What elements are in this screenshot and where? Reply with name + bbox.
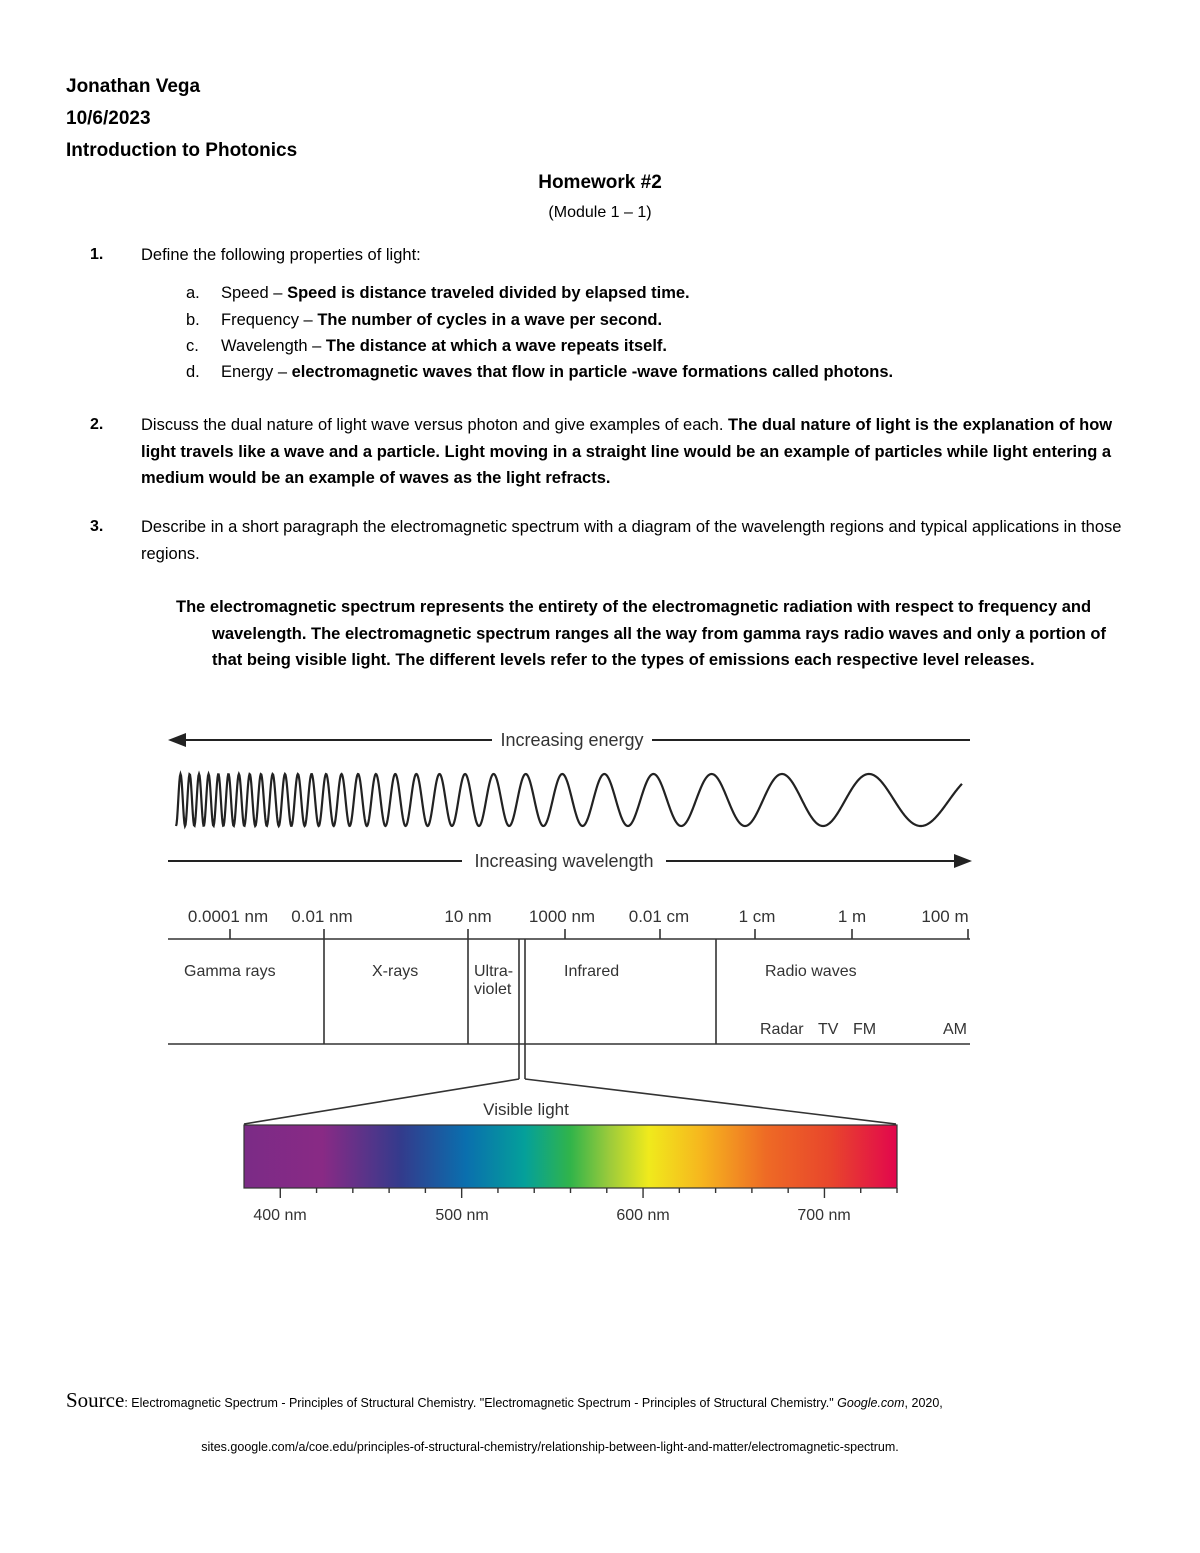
item-answer: The distance at which a wave repeats itself.: [325, 337, 668, 355]
item-letter: a.: [186, 284, 200, 302]
region-xray: X-rays: [372, 963, 419, 980]
wave-curve: [176, 774, 962, 826]
assignment-date: 10/6/2023: [66, 108, 151, 129]
q1-item-b: [186, 307, 662, 333]
visible-light-label: Visible light: [483, 1100, 569, 1119]
region-uv-line1: Ultra-: [474, 963, 514, 980]
visible-tick-label: 500 nm: [435, 1207, 489, 1224]
q1-item-a: [186, 280, 690, 306]
visible-spectrum-bar: [244, 1125, 897, 1188]
page-subtitle: (Module 1 – 1): [548, 204, 652, 221]
region-uv-line2: violet: [474, 981, 512, 998]
question-2-prompt: Discuss the dual nature of light wave versus photon and give examples of each.: [141, 416, 729, 434]
region-gamma: Gamma rays: [184, 963, 276, 980]
scale-label: 100 m: [921, 907, 969, 926]
visible-tick-label: 400 nm: [253, 1207, 307, 1224]
app-tv: TV: [818, 1021, 839, 1038]
author-name: Jonathan Vega: [66, 76, 201, 97]
source-url: sites.google.com/a/coe.edu/principles-of-structural-chemistry/relationship-between-light-and-matter/electromagnetic-spectrum.: [201, 1440, 899, 1454]
item-letter: c.: [186, 337, 199, 355]
item-answer: Speed is distance traveled divided by elapsed time.: [287, 284, 690, 302]
item-answer: electromagnetic waves that flow in particle -wave formations called photons.: [291, 363, 894, 381]
region-infrared: Infrared: [564, 963, 620, 980]
scale-label: 0.0001 nm: [187, 907, 269, 926]
source-citation: [66, 1388, 943, 1413]
visible-tick-label: 600 nm: [616, 1207, 670, 1224]
scale-label: 1000 nm: [528, 907, 596, 926]
energy-arrow: [168, 733, 970, 747]
q1-item-c: [186, 333, 667, 359]
page-title: Homework #2: [538, 172, 662, 193]
energy-label: Increasing energy: [500, 730, 644, 750]
question-1-number: 1.: [90, 246, 104, 263]
scale-label: 0.01 nm: [291, 907, 353, 926]
question-2-number: 2.: [90, 416, 104, 433]
item-letter: b.: [186, 311, 200, 329]
item-term: Energy –: [221, 363, 292, 381]
visible-ticks: [280, 1188, 897, 1198]
scale-label: 0.01 cm: [628, 907, 690, 926]
source-label: Source: [66, 1388, 125, 1412]
scale-label: 1 m: [837, 907, 867, 926]
scale-label: 1 cm: [738, 907, 776, 926]
item-term: Speed –: [221, 284, 288, 302]
q1-item-d: [186, 359, 893, 385]
wavelength-label: Increasing wavelength: [474, 851, 654, 871]
item-term: Frequency –: [221, 311, 318, 329]
question-2-answer: The dual nature of light is the explanation of how light travels like a wave and a particle. Light moving in a straight line would be an example of particles while light entering a medium would be an example of waves as the light refracts.: [141, 416, 1113, 487]
spectrum-table: [168, 929, 970, 1044]
item-letter: d.: [186, 363, 200, 381]
item-answer: The number of cycles in a wave per second.: [317, 311, 663, 329]
question-3-answer: The electromagnetic spectrum represents the entirety of the electromagnetic radiation with respect to frequency and wavelength. The electromagnetic spectrum ranges all the way from gamma rays radio waves and only a portion of that being visible light. The different levels refer to the types of emissions each respective level releases.: [176, 598, 1107, 669]
item-term: Wavelength –: [221, 337, 326, 355]
scale-label: 10 nm: [444, 907, 492, 926]
app-radar: Radar: [760, 1021, 804, 1038]
region-radio: Radio waves: [765, 963, 857, 980]
visible-zoom-lines: [244, 1044, 896, 1124]
app-fm: FM: [853, 1021, 877, 1038]
wavelength-arrow: [168, 854, 972, 868]
visible-tick-label: 700 nm: [797, 1207, 851, 1224]
source-text-end: , 2020,: [904, 1396, 943, 1410]
question-2-text: [141, 412, 1131, 492]
source-site: Google.com: [837, 1396, 905, 1410]
question-3-number: 3.: [90, 518, 104, 535]
question-3-prompt: Describe in a short paragraph the electromagnetic spectrum with a diagram of the wavelength regions and typical applications in those regions.: [141, 518, 1122, 563]
course-name: Introduction to Photonics: [66, 140, 298, 161]
app-am: AM: [943, 1021, 967, 1038]
source-text: : Electromagnetic Spectrum - Principles of Structural Chemistry. "Electromagnetic Spectrum - Principles of Structural Chemistry.": [124, 1396, 838, 1410]
question-1-text: Define the following properties of light:: [141, 246, 421, 264]
